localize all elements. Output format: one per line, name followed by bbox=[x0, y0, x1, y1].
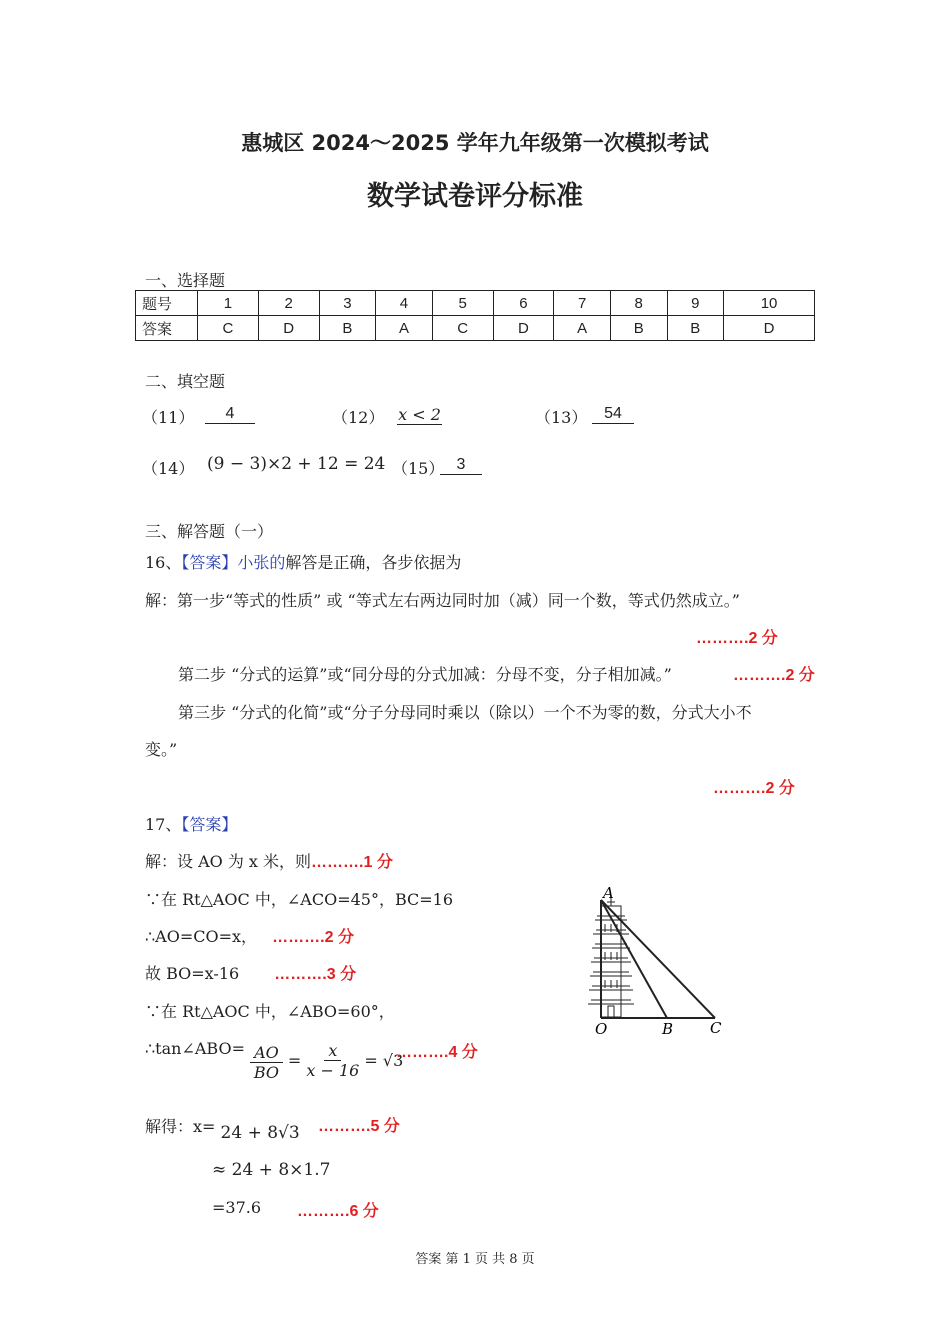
q11-answer: 4 bbox=[205, 405, 255, 424]
q17-line7 bbox=[145, 1114, 300, 1143]
question-number: 10 bbox=[724, 291, 815, 316]
score-mark: ……….4 分 bbox=[396, 1044, 478, 1061]
exam-title: 惠城区 2024～2025 学年九年级第一次模拟考试 bbox=[241, 131, 709, 155]
q17-line7-prefix: 解得：x= bbox=[145, 1117, 216, 1136]
answer-tag: 【答案】 bbox=[181, 815, 238, 834]
fraction-ao-bo bbox=[250, 1043, 283, 1082]
q15-label: （15） bbox=[392, 459, 445, 478]
question-number: 3 bbox=[319, 291, 376, 316]
answer-cell: D bbox=[493, 316, 554, 341]
answer-cell: B bbox=[667, 316, 724, 341]
question-number: 7 bbox=[554, 291, 611, 316]
answer-table bbox=[135, 290, 815, 341]
point-label-a: A bbox=[603, 884, 614, 902]
q17-line9: =37.6 bbox=[212, 1198, 262, 1217]
answer-cell: D bbox=[724, 316, 815, 341]
q17-line1 bbox=[145, 849, 393, 872]
fraction-numerator: AO bbox=[250, 1043, 283, 1063]
q17-line4-text: 故 BO=x-16 bbox=[145, 964, 240, 983]
q17-line3 bbox=[145, 924, 354, 947]
q17-line2: ∵在 Rt△AOC 中，∠ACO=45°，BC=16 bbox=[145, 890, 454, 909]
q17-line6-prefix: ∴tan∠ABO= bbox=[145, 1039, 245, 1058]
q14-label: （14） bbox=[142, 459, 195, 478]
section2-heading: 二、填空题 bbox=[145, 372, 226, 391]
score-mark: ……….2 分 bbox=[733, 667, 815, 684]
q12-label: （12） bbox=[332, 408, 385, 427]
score-mark: ……….6 分 bbox=[297, 1203, 379, 1220]
q17-line4 bbox=[145, 961, 356, 984]
answer-cell: B bbox=[319, 316, 376, 341]
score-mark: ……….2 分 bbox=[713, 780, 795, 797]
q17-line1-text: 解：设 AO 为 x 米，则 bbox=[145, 852, 312, 871]
score-mark: ……….2 分 bbox=[272, 929, 354, 946]
point-label-o: O bbox=[595, 1020, 608, 1038]
point-label-b: B bbox=[662, 1020, 674, 1038]
q11-label: （11） bbox=[142, 408, 195, 427]
section3-heading: 三、解答题（一） bbox=[145, 522, 274, 541]
answer-tag: 【答案】 bbox=[181, 553, 238, 572]
answer-cell: A bbox=[554, 316, 611, 341]
row-label: 答案 bbox=[136, 316, 198, 341]
q16-number: 16、 bbox=[145, 553, 182, 572]
pagoda-illustration bbox=[588, 897, 634, 1017]
fraction-denominator: x − 16 bbox=[306, 1061, 360, 1080]
q17-line5: ∵在 Rt△AOC 中，∠ABO=60°， bbox=[145, 1002, 395, 1021]
q16-step1: 解：第一步“等式的性质” 或 “等式左右两边同时加（减）同一个数，等式仍然成立。” bbox=[145, 591, 740, 610]
fraction-denominator: BO bbox=[253, 1063, 280, 1082]
exam-subtitle: 数学试卷评分标准 bbox=[367, 181, 583, 212]
score-mark: ……….1 分 bbox=[311, 854, 393, 871]
question-number: 5 bbox=[432, 291, 493, 316]
answer-cell: A bbox=[376, 316, 433, 341]
q14-answer: (9 − 3)×2 + 12 = 24 bbox=[207, 454, 386, 474]
question-number: 1 bbox=[198, 291, 259, 316]
table-row-answers bbox=[136, 316, 815, 341]
answer-cell: C bbox=[198, 316, 259, 341]
question-number: 2 bbox=[258, 291, 319, 316]
question-number: 4 bbox=[376, 291, 433, 316]
answer-cell: D bbox=[258, 316, 319, 341]
q16-step3: 第三步 “分式的化简”或“分子分母同时乘以（除以）一个不为零的数，分式大小不 bbox=[178, 703, 752, 722]
point-label-c: C bbox=[710, 1019, 722, 1037]
table-row-numbers bbox=[136, 291, 815, 316]
equation-rhs: = √3 bbox=[364, 1051, 404, 1070]
q15-answer: 3 bbox=[440, 456, 482, 475]
question-number: 9 bbox=[667, 291, 724, 316]
question-number: 8 bbox=[610, 291, 667, 316]
q16-intro bbox=[145, 550, 461, 573]
q13-label: （13） bbox=[535, 408, 588, 427]
score-mark: ……….2 分 bbox=[696, 630, 778, 647]
tower-triangle-figure bbox=[575, 882, 735, 1042]
q17-line6: ∴tan∠ABO= $\frac{AO}{BO}$ = $\frac{x}{x - 16}$ = √3 bbox=[145, 1039, 404, 1082]
q16-intro-text: 解答是正确，各步依据为 bbox=[285, 553, 462, 572]
question-number: 6 bbox=[493, 291, 554, 316]
page-footer: 答案 第 1 页 共 8 页 bbox=[415, 1252, 535, 1267]
q16-step3-cont: 变。” bbox=[145, 740, 178, 759]
q13-answer: 54 bbox=[592, 405, 634, 424]
q17-line8: ≈ 24 + 8×1.7 bbox=[212, 1160, 331, 1180]
section1-heading: 一、选择题 bbox=[145, 271, 226, 290]
answer-cell: C bbox=[432, 316, 493, 341]
q17-intro bbox=[145, 812, 237, 835]
fraction-numerator: x bbox=[324, 1041, 341, 1061]
q12-answer: x < 2 bbox=[398, 405, 441, 424]
q16-step2: 第二步 “分式的运算”或“同分母的分式加减：分母不变，分子相加减。” bbox=[178, 665, 672, 684]
fraction-x bbox=[306, 1041, 359, 1080]
q17-number: 17、 bbox=[145, 815, 182, 834]
score-mark: ……….5 分 bbox=[318, 1118, 400, 1135]
solution-value: 24 + 8√3 bbox=[220, 1123, 300, 1143]
highlight-text: 小张的 bbox=[237, 553, 286, 572]
q17-line3-text: ∴AO=CO=x， bbox=[145, 927, 258, 946]
row-label: 题号 bbox=[136, 291, 198, 316]
score-mark: ……….3 分 bbox=[274, 966, 357, 983]
answer-cell: B bbox=[610, 316, 667, 341]
